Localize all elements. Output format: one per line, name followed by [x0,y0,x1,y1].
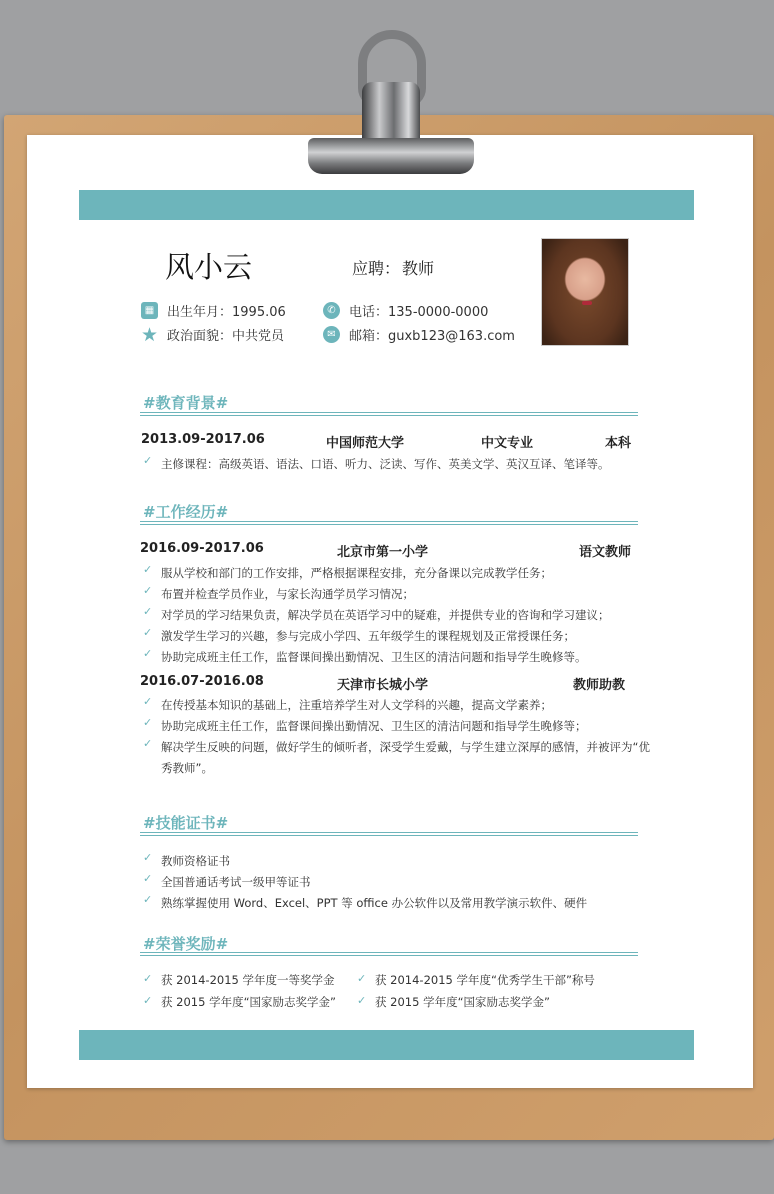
calendar-icon: ▦ [141,302,158,319]
clip-base [308,138,474,174]
apply-position [352,256,434,279]
profile-photo [541,238,629,346]
apply-label: 应聘： [352,259,401,278]
binder-clip [300,26,480,176]
honor-item: ✓ 获 2014-2015 学年度“优秀学生干部”称号 [357,972,595,987]
phone-info [323,301,488,320]
skills-divider [140,832,638,836]
check-icon: ✓ [143,716,153,729]
check-icon: ✓ [143,695,153,708]
phone-text: 电话：135-0000-0000 [349,305,489,320]
honor-item: ✓ 获 2014-2015 学年度一等奖学金 [143,972,335,987]
job-2-duty: ✓ 在传授基本知识的基础上，注重培养学生对人文学科的兴趣，提高文学素养； [143,695,651,716]
email-info [323,325,515,344]
skill-item: ✓ 全国普通话考试一级甲等证书 [143,872,651,893]
job-1-duty: ✓ 服从学校和部门的工作安排，严格根据课程安排，充分备课以完成教学任务； [143,563,651,584]
work-divider [140,521,638,525]
check-icon: ✓ [357,994,367,1007]
job-1-role: 语文教师 [579,545,632,560]
check-icon: ✓ [143,994,153,1007]
check-icon: ✓ [143,647,153,660]
check-icon: ✓ [143,872,153,885]
check-icon: ✓ [143,584,153,597]
check-icon: ✓ [143,605,153,618]
check-icon: ✓ [143,626,153,639]
mail-icon: ✉ [323,326,340,343]
skill-item: ✓ 熟练掌握使用 Word、Excel、PPT 等 office 办公软件以及常用教学演示软件、硬件 [143,893,651,914]
job-1-period: 2016.09-2017.06 [140,541,264,556]
skill-item: ✓ 教师资格证书 [143,851,651,872]
education-period: 2013.09-2017.06 [141,432,265,447]
footer-accent-bar [79,1030,694,1060]
check-icon: ✓ [143,563,153,576]
star-icon: ★ [140,323,159,346]
education-title: #教育背景# [143,394,229,412]
politics-info [141,325,284,344]
honors-title: #荣誉奖励# [143,935,229,953]
check-icon: ✓ [357,972,367,985]
job-1-duty: ✓ 激发学生学习的兴趣，参与完成小学四、五年级学生的课程规划及正常授课任务； [143,626,651,647]
check-icon: ✓ [143,454,153,467]
job-2-role: 教师助教 [573,678,626,693]
honor-item: ✓ 获 2015 学年度“国家励志奖学金” [357,994,550,1009]
education-divider [140,412,638,416]
check-icon: ✓ [143,737,153,750]
job-1-duty: ✓ 布置并检查学员作业，与家长沟通学员学习情况； [143,584,651,605]
photo-detail [582,301,592,305]
education-courses: ✓ 主修课程：高级英语、语法、口语、听力、泛读、写作、英美文学、英汉互译、笔译等。 [143,454,651,475]
email-text: 邮箱：guxb123@163.com [349,329,515,344]
job-2-duty: ✓ 解决学生反映的问题，做好学生的倾听者，深受学生爱戴，与学生建立深厚的感情，并被评为“优秀教师”。 [143,737,651,779]
job-2-org: 天津市长城小学 [337,678,429,693]
phone-icon: ✆ [323,302,340,319]
job-2-duty: ✓ 协助完成班主任工作，监督课间操出勤情况、卫生区的清洁问题和指导学生晚修等； [143,716,651,737]
job-1-duty: ✓ 协助完成班主任工作，监督课间操出勤情况、卫生区的清洁问题和指导学生晚修等。 [143,647,651,668]
header-accent-bar [79,190,694,220]
education-school: 中国师范大学 [326,436,405,451]
check-icon: ✓ [143,893,153,906]
job-1-duty: ✓ 对学员的学习结果负责，解决学员在英语学习中的疑难，并提供专业的咨询和学习建议； [143,605,651,626]
work-title: #工作经历# [143,503,229,521]
skills-title: #技能证书# [143,814,229,832]
birth-text: 出生年月：1995.06 [167,305,286,320]
politics-text: 政治面貌：中共党员 [167,329,285,344]
job-1-org: 北京市第一小学 [337,545,429,560]
check-icon: ✓ [143,851,153,864]
birth-info [141,301,286,320]
apply-value: 教师 [402,259,435,278]
job-2-period: 2016.07-2016.08 [140,674,264,689]
check-icon: ✓ [143,972,153,985]
honors-divider [140,952,638,956]
education-degree: 本科 [605,436,632,451]
candidate-name: 风小云 [165,250,253,284]
education-major: 中文专业 [481,436,534,451]
honor-item: ✓ 获 2015 学年度“国家励志奖学金” [143,994,336,1009]
